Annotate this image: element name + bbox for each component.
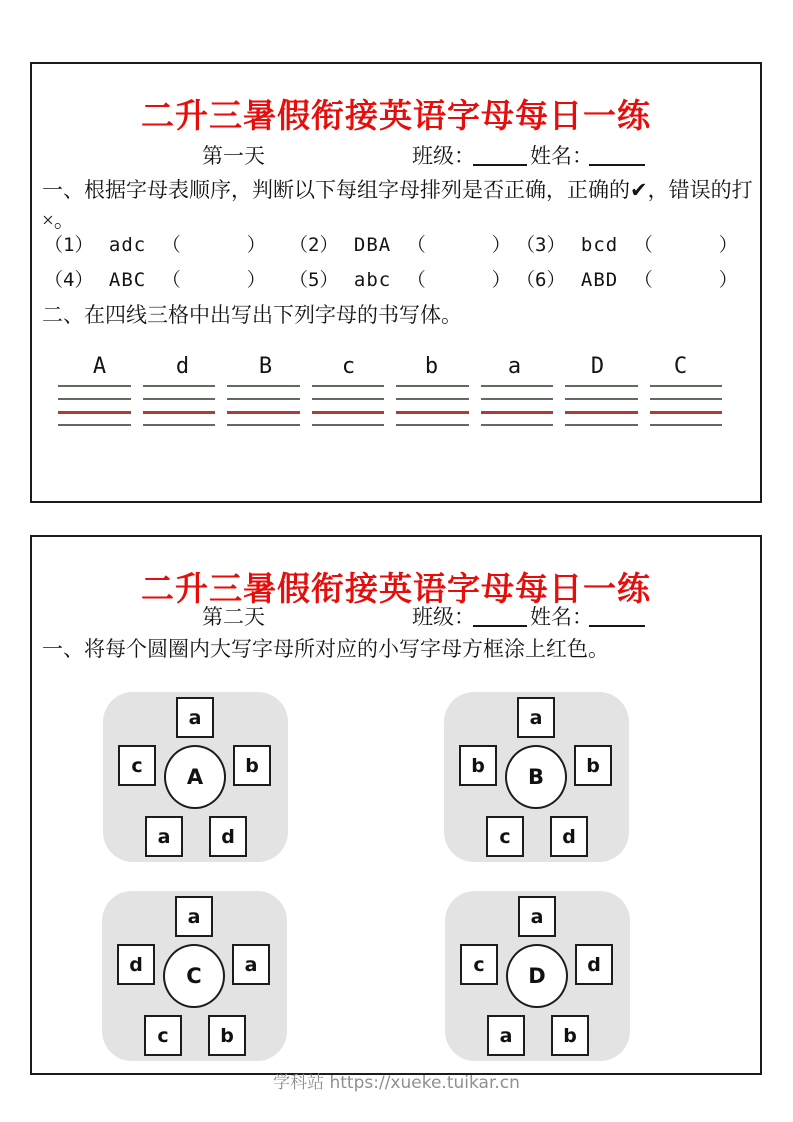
- writing-line: [312, 385, 385, 387]
- answer-paren-open: （: [406, 234, 426, 256]
- page1-title: 二升三暑假衔接英语字母每日一练: [141, 99, 651, 135]
- uppercase-letter-circle: C: [163, 944, 225, 1008]
- answer-paren-close: ）: [491, 234, 511, 256]
- writing-line: [227, 398, 300, 400]
- writing-letter: d: [175, 354, 190, 379]
- writing-line-red: [143, 411, 216, 414]
- writing-letters-row: [58, 354, 722, 379]
- item-number: （3）: [516, 234, 566, 256]
- question1-item: [516, 230, 738, 257]
- option-square-left: b: [459, 745, 497, 786]
- option-square-top: a: [176, 697, 214, 738]
- four-line-cell: [143, 385, 216, 426]
- letter-group-b: [444, 692, 629, 862]
- uppercase-letter-circle: D: [506, 944, 568, 1008]
- writing-line: [565, 385, 638, 387]
- item-letters: adc: [108, 234, 147, 256]
- question1-item: [516, 265, 738, 292]
- option-square-left: d: [117, 944, 155, 985]
- name-blank-line: [589, 140, 645, 166]
- page2-subheader: [32, 601, 760, 631]
- writing-line: [481, 424, 554, 426]
- site-watermark: 学科站 https://xueke.tuikar.cn: [273, 1073, 520, 1093]
- class-label: 班级：: [412, 144, 475, 168]
- writing-line-red: [650, 411, 723, 414]
- option-square-right: b: [574, 745, 612, 786]
- letter-group-d: [445, 891, 630, 1061]
- writing-line: [143, 398, 216, 400]
- writing-letter: b: [424, 354, 439, 379]
- answer-paren-close: ）: [246, 234, 266, 256]
- name-label: 姓名：: [530, 144, 593, 168]
- writing-letter: a: [507, 354, 522, 379]
- writing-line: [565, 398, 638, 400]
- answer-paren-open: （: [161, 269, 181, 291]
- writing-line: [143, 385, 216, 387]
- letter-group-a: [103, 692, 288, 862]
- name-label: 姓名：: [530, 605, 593, 629]
- four-line-grid: [58, 385, 722, 426]
- option-square-left: c: [460, 944, 498, 985]
- writing-line: [58, 398, 131, 400]
- uppercase-letter-circle: A: [164, 745, 226, 809]
- writing-line: [650, 398, 723, 400]
- answer-paren-close: ）: [718, 269, 738, 291]
- item-letters: bcd: [580, 234, 619, 256]
- class-blank-line: [473, 601, 527, 627]
- answer-paren-open: （: [633, 234, 653, 256]
- day-label: 第一天: [202, 144, 265, 168]
- letter-group-c: [102, 891, 287, 1061]
- writing-line: [58, 385, 131, 387]
- question1-item: [289, 265, 511, 292]
- writing-letter: c: [341, 354, 356, 379]
- writing-line: [396, 424, 469, 426]
- writing-line: [58, 424, 131, 426]
- option-square-top: a: [518, 896, 556, 937]
- writing-line: [650, 424, 723, 426]
- option-square-right: b: [233, 745, 271, 786]
- question1-item: [44, 265, 266, 292]
- item-number: （1）: [44, 234, 94, 256]
- writing-line: [227, 385, 300, 387]
- writing-line-red: [481, 411, 554, 414]
- item-letters: ABC: [108, 269, 147, 291]
- writing-line: [227, 424, 300, 426]
- writing-line: [481, 385, 554, 387]
- page2-question1-heading: 一、将每个圆圈内大写字母所对应的小写字母方框涂上红色。: [42, 637, 609, 661]
- writing-line-red: [396, 411, 469, 414]
- uppercase-letter-circle: B: [505, 745, 567, 809]
- writing-line: [396, 398, 469, 400]
- four-line-cell: [312, 385, 385, 426]
- question2-heading: 二、在四线三格中出写出下列字母的书写体。: [42, 303, 462, 327]
- page1-subheader: [32, 140, 760, 170]
- option-square-bottom-right: b: [551, 1015, 589, 1056]
- item-number: （4）: [44, 269, 94, 291]
- option-square-left: c: [118, 745, 156, 786]
- writing-line: [565, 424, 638, 426]
- four-line-cell: [396, 385, 469, 426]
- writing-line: [481, 398, 554, 400]
- answer-paren-close: ）: [491, 269, 511, 291]
- option-square-bottom-right: b: [208, 1015, 246, 1056]
- page2-title: 二升三暑假衔接英语字母每日一练: [141, 572, 651, 608]
- writing-letter: B: [258, 354, 273, 379]
- writing-line-red: [227, 411, 300, 414]
- worksheet-page-2: [30, 535, 762, 1075]
- four-line-cell: [565, 385, 638, 426]
- writing-line: [312, 424, 385, 426]
- answer-paren-close: ）: [246, 269, 266, 291]
- option-square-top: a: [175, 896, 213, 937]
- option-square-bottom-left: a: [145, 816, 183, 857]
- answer-paren-open: （: [161, 234, 181, 256]
- question1-item: [289, 230, 511, 257]
- name-blank-line: [589, 601, 645, 627]
- writing-line-red: [58, 411, 131, 414]
- option-square-bottom-left: a: [487, 1015, 525, 1056]
- writing-line: [396, 385, 469, 387]
- item-number: （2）: [289, 234, 339, 256]
- writing-line-red: [312, 411, 385, 414]
- question1-heading-line1: 一、根据字母表顺序，判断以下每组字母排列是否正确，正确的✔，错误的打: [42, 178, 753, 202]
- item-number: （6）: [516, 269, 566, 291]
- four-line-cell: [58, 385, 131, 426]
- question1-heading-line2: ×。: [42, 208, 75, 232]
- writing-letter: C: [673, 354, 688, 379]
- item-letters: DBA: [353, 234, 392, 256]
- answer-paren-close: ）: [718, 234, 738, 256]
- four-line-cell: [481, 385, 554, 426]
- four-line-cell: [650, 385, 723, 426]
- writing-line-red: [565, 411, 638, 414]
- writing-line: [143, 424, 216, 426]
- option-square-right: d: [575, 944, 613, 985]
- question1-items-row-2: [32, 265, 760, 293]
- option-square-bottom-left: c: [486, 816, 524, 857]
- option-square-bottom-right: d: [550, 816, 588, 857]
- question1-item: [44, 230, 266, 257]
- item-letters: abc: [353, 269, 392, 291]
- four-line-cell: [227, 385, 300, 426]
- class-label: 班级：: [412, 605, 475, 629]
- day-label: 第二天: [202, 605, 265, 629]
- item-number: （5）: [289, 269, 339, 291]
- option-square-right: a: [232, 944, 270, 985]
- question1-items-row-1: [32, 230, 760, 258]
- option-square-top: a: [517, 697, 555, 738]
- writing-letter: D: [590, 354, 605, 379]
- writing-line: [650, 385, 723, 387]
- answer-paren-open: （: [633, 269, 653, 291]
- answer-paren-open: （: [406, 269, 426, 291]
- option-square-bottom-left: c: [144, 1015, 182, 1056]
- worksheet-page-1: [30, 62, 762, 503]
- writing-letter: A: [92, 354, 107, 379]
- option-square-bottom-right: d: [209, 816, 247, 857]
- item-letters: ABD: [580, 269, 619, 291]
- writing-line: [312, 398, 385, 400]
- class-blank-line: [473, 140, 527, 166]
